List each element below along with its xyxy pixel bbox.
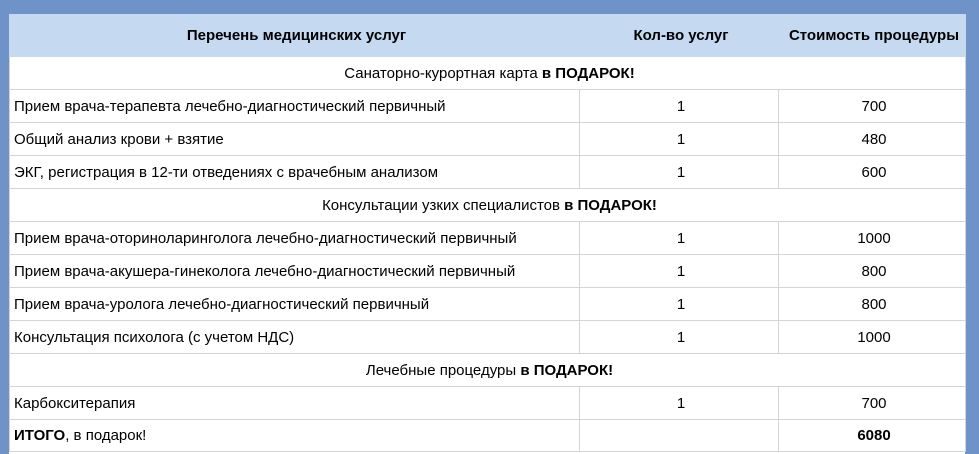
service-name: Общий анализ крови + взятие [10,123,580,156]
header-services: Перечень медицинских услуг [10,15,580,57]
service-price: 1000 [779,321,966,354]
service-price: 1000 [779,222,966,255]
service-price: 800 [779,288,966,321]
service-price: 600 [779,156,966,189]
total-value: 6080 [779,420,966,452]
table-row [10,90,966,123]
service-name: ЭКГ, регистрация в 12-ти отведениях с врачебным анализом [10,156,580,189]
price-table-sheet [9,14,965,454]
service-name: Карбокситерапия [10,387,580,420]
table-header-row [10,15,966,57]
table-row [10,123,966,156]
service-name: Прием врача-оториноларинголога лечебно-диагностический первичный [10,222,580,255]
table-row [10,321,966,354]
total-qty-empty [580,420,779,452]
section-title: Санаторно-курортная карта в ПОДАРОК! [10,57,966,90]
service-qty: 1 [580,387,779,420]
total-label: ИТОГО, в подарок! [10,420,580,452]
table-row [10,222,966,255]
table-row [10,156,966,189]
service-qty: 1 [580,288,779,321]
service-qty: 1 [580,123,779,156]
service-qty: 1 [580,222,779,255]
section-title: Лечебные процедуры в ПОДАРОК! [10,354,966,387]
header-price: Стоимость процедуры [779,15,966,57]
service-qty: 1 [580,255,779,288]
service-name: Прием врача-уролога лечебно-диагностический первичный [10,288,580,321]
section-row [10,189,966,222]
section-row [10,354,966,387]
section-title: Консультации узких специалистов в ПОДАРОК! [10,189,966,222]
service-price: 700 [779,90,966,123]
section-row [10,57,966,90]
service-price: 480 [779,123,966,156]
service-name: Прием врача-акушера-гинеколога лечебно-диагностический первичный [10,255,580,288]
services-table [9,14,966,452]
table-row [10,288,966,321]
service-price: 800 [779,255,966,288]
table-row [10,255,966,288]
service-price: 700 [779,387,966,420]
service-qty: 1 [580,90,779,123]
table-row [10,387,966,420]
service-qty: 1 [580,321,779,354]
total-row [10,420,966,452]
header-quantity: Кол-во услуг [580,15,779,57]
service-qty: 1 [580,156,779,189]
service-name: Прием врача-терапевта лечебно-диагностический первичный [10,90,580,123]
service-name: Консультация психолога (с учетом НДС) [10,321,580,354]
